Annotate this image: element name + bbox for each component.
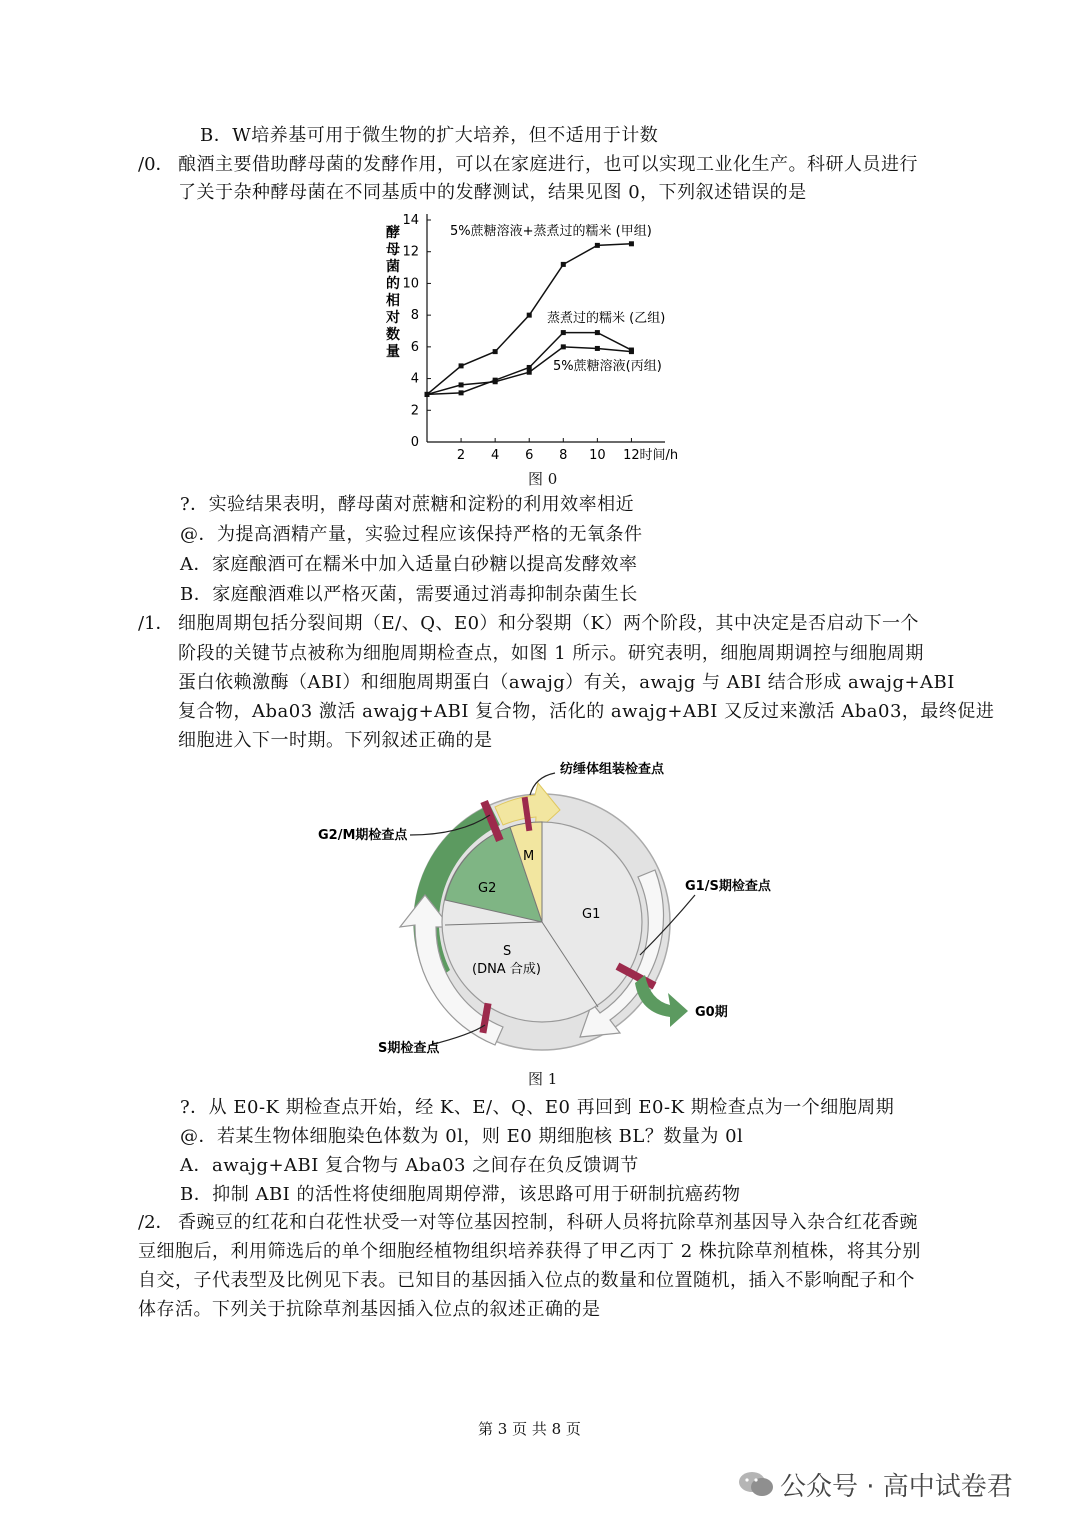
y-axis-label-char: 对 [386, 310, 400, 326]
s-checkpoint-label: S期检查点 [378, 1041, 440, 1056]
data-point-2 [527, 370, 532, 375]
q12-stem-line: 香豌豆的红花和白花性状受一对等位基因控制，科研人员将抗除草剂基因导入杂合红花香豌 [178, 1212, 918, 1233]
q10-number: /0． [138, 154, 174, 175]
s-sub-label: (DNA 合成) [472, 962, 541, 977]
q11-option-b: @．若某生物体细胞染色体数为 0l，则 E0 期细胞核 BL？数量为 0l [180, 1126, 744, 1147]
q11-option-a: ?．从 E0-K 期检查点开始，经 K、E/、Q、E0 再回到 E0-K 期检查点为一个细胞周期 [180, 1097, 895, 1118]
y-tick-label: 0 [410, 435, 419, 450]
data-point-2 [493, 379, 498, 384]
q11-number: /1． [138, 613, 174, 634]
y-tick-label: 10 [402, 276, 419, 292]
data-point-0 [493, 349, 498, 354]
q11-option-d: B．抑制 ABI 的活性将使细胞周期停滞，该思路可用于研制抗癌药物 [180, 1184, 741, 1205]
legend-bing: 5%蔗糖溶液(丙组) [553, 359, 662, 374]
data-point-2 [595, 346, 600, 351]
q12-number: /2． [138, 1212, 174, 1233]
y-tick-label: 6 [410, 339, 419, 355]
data-point-0 [459, 363, 464, 368]
q10-option-d: B．家庭酿酒难以严格灭菌，需要通过消毒抑制杂菌生长 [180, 584, 638, 605]
x-tick-label: 4 [491, 448, 500, 463]
q12-stem-line: 自交，子代表型及比例见下表。已知目的基因插入位点的数量和位置随机，插入不影响配子和个 [138, 1270, 915, 1291]
x-tick-label: 12 [623, 448, 640, 463]
y-axis-label-char: 酵 [386, 225, 400, 241]
data-point-0 [527, 313, 532, 318]
data-point-2 [459, 382, 464, 387]
q10-stem-line: 酿酒主要借助酵母菌的发酵作用，可以在家庭进行，也可以实现工业化生产。科研人员进行 [178, 154, 918, 175]
q11-stem-line: 复合物，Aba03 激活 awajg+ABI 复合物，活化的 awajg+ABI 又反过来激活 Aba03，最终促进 [178, 701, 995, 722]
q10-stem-line: 了关于杂种酵母菌在不同基质中的发酵测试，结果见图 0，下列叙述错误的是 [178, 182, 807, 203]
page-footer: 第 3 页 共 8 页 [478, 1420, 581, 1438]
chart-axes [402, 213, 678, 463]
x-tick-label: 8 [559, 448, 568, 463]
figure1-caption: 图 1 [528, 1070, 558, 1088]
q11-stem-line: 阶段的关键节点被称为细胞周期检查点，如图 1 所示。研究表明，细胞周期调控与细胞周期 [178, 643, 924, 664]
y-axis-label-char: 的 [386, 276, 400, 292]
data-point-1 [459, 390, 464, 395]
q9-option-b: B．W培养基可用于微生物的扩大培养，但不适用于计数 [200, 125, 659, 146]
legend-yi: 蒸煮过的糯米 (乙组) [547, 311, 666, 326]
q11-stem-line: 细胞进入下一时期。下列叙述正确的是 [178, 730, 493, 751]
q11-stem-line: 细胞周期包括分裂间期（E/、Q、E0）和分裂期（K）两个阶段，其中决定是否启动下一个 [178, 613, 919, 634]
y-tick-label: 12 [402, 244, 419, 260]
g0-arrow [635, 975, 688, 1027]
data-point-2 [425, 392, 430, 397]
g0-label: G0期 [695, 1005, 728, 1020]
watermark-text: 公众号 · 高中试卷君 [780, 1472, 1013, 1502]
y-tick-label: 14 [402, 213, 419, 228]
q10-option-c: A．家庭酿酒可在糯米中加入适量白砂糖以提高发酵效率 [180, 554, 638, 575]
cell-cycle-diagram [310, 755, 790, 1060]
y-axis-label-char: 母 [386, 242, 400, 258]
data-point-1 [595, 330, 600, 335]
x-tick-label: 6 [525, 448, 534, 463]
y-axis-label-char: 菌 [386, 259, 400, 275]
y-axis-label-char: 量 [386, 344, 400, 360]
g1s-label: G1/S期检查点 [685, 879, 771, 894]
y-tick-label: 4 [410, 371, 419, 387]
wechat-icon [738, 1470, 774, 1498]
yeast-growth-chart [375, 205, 705, 465]
m-label: M [523, 849, 535, 864]
legend-jia: 5%蔗糖溶液+蒸煮过的糯米 (甲组) [450, 224, 652, 239]
g1-label: G1 [582, 907, 601, 922]
q10-option-b: @．为提高酒精产量，实验过程应该保持严格的无氧条件 [180, 524, 643, 545]
y-tick-label: 2 [410, 403, 419, 419]
y-axis-label-char: 相 [386, 293, 400, 309]
y-axis-label-char: 数 [386, 327, 400, 343]
q11-option-c: A．awajg+ABI 复合物与 Aba03 之间存在负反馈调节 [180, 1155, 639, 1176]
chart-ylabel [385, 224, 400, 360]
data-point-1 [527, 365, 532, 370]
g2m-label: G2/M期检查点 [318, 828, 408, 843]
g2-label: G2 [478, 881, 497, 896]
data-point-0 [629, 241, 634, 246]
q11-stem-line: 蛋白依赖激酶（ABI）和细胞周期蛋白（awajg）有关，awajg 与 ABI 结合形成 awajg+ABI [178, 672, 955, 693]
data-point-0 [561, 262, 566, 267]
q10-option-a: ?．实验结果表明，酵母菌对蔗糖和淀粉的利用效率相近 [180, 494, 635, 515]
data-point-2 [561, 344, 566, 349]
data-point-1 [561, 330, 566, 335]
s-label: S [503, 944, 512, 959]
spindle-label: 纺缍体组装检查点 [560, 762, 665, 777]
data-point-0 [595, 243, 600, 248]
x-axis-label: 时间/h [639, 448, 679, 463]
q12-stem-line: 豆细胞后，利用筛选后的单个细胞经植物组织培养获得了甲乙丙丁 2 株抗除草剂植株，将其分别 [138, 1241, 921, 1262]
figure0-caption: 图 0 [528, 470, 558, 488]
data-point-2 [629, 349, 634, 354]
x-tick-label: 10 [589, 448, 606, 463]
q12-stem-line: 体存活。下列关于抗除草剂基因插入位点的叙述正确的是 [138, 1299, 601, 1320]
x-tick-label: 2 [456, 448, 466, 463]
y-tick-label: 8 [410, 308, 419, 324]
